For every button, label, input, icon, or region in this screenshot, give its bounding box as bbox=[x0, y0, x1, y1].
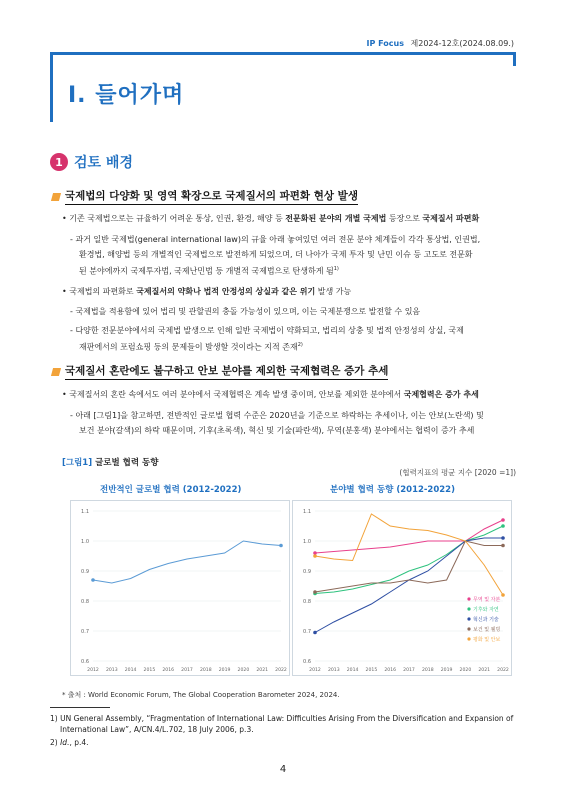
subheading-2-text: 국제질서 혼란에도 불구하고 안보 분야를 제외한 국제협력은 증가 추세 bbox=[65, 363, 388, 380]
y-tick-label: 0.8 bbox=[303, 599, 311, 605]
legend-marker bbox=[467, 637, 470, 640]
bullet-3-text-a: 국제질서의 혼란 속에서도 여러 분야에서 국제협력은 계속 발생 중이며, 안보를 제외한 분야에서 bbox=[69, 390, 404, 399]
bullet-1-text-a: 기존 국제법으로는 규율하기 어려운 통상, 인권, 환경, 해양 등 bbox=[69, 214, 286, 223]
section-label: 검토 배경 bbox=[74, 155, 133, 171]
brand-label: IP Focus bbox=[366, 39, 404, 48]
x-tick-label: 2019 bbox=[440, 668, 453, 673]
left-chart bbox=[71, 501, 291, 677]
left-panel-title: 전반적인 글로벌 협력 (2012-2022) bbox=[100, 485, 242, 495]
footnote-2-id: Id. bbox=[60, 738, 70, 747]
bullet-3: • 국제질서의 혼란 속에서도 여러 분야에서 국제협력은 계속 발생 중이며, 안보를 제외한 분야에서 국제협력은 증가 추세 bbox=[62, 390, 479, 399]
x-tick-label: 2021 bbox=[478, 668, 491, 673]
y-tick-label: 0.9 bbox=[81, 569, 89, 575]
series-line bbox=[315, 520, 503, 553]
bullet-1-sub-line1: 과거 일반 국제법(general international law)의 규율 아래 놓여있던 여러 전문 분야 체계들이 각각 통상법, 인권법, bbox=[75, 235, 481, 244]
series-line bbox=[315, 514, 503, 595]
bullet-3-sub-line2: 보건 분야(갈색)의 하락 때문이며, 기후(초록색), 혁신 및 기술(파란색), 무역(분홍색) 분야에서는 협력이 증가 추세 bbox=[79, 426, 475, 435]
right-panel-title: 분야별 협력 동향 (2012-2022) bbox=[330, 485, 455, 495]
footnote-1-line1: 1) UN General Assembly, “Fragmentation of International Law: Difficulties Arising From the Diversification and Expansion of bbox=[50, 714, 514, 723]
bullet-3-text-b: 국제협력은 증가 추세 bbox=[403, 390, 479, 399]
page-number: 4 bbox=[279, 764, 287, 775]
footnote-1 bbox=[50, 713, 520, 735]
x-tick-label: 2017 bbox=[403, 668, 415, 673]
legend-label: 무역 및 자본 bbox=[473, 597, 501, 603]
section-number: 1 bbox=[50, 153, 68, 171]
issue-label: 제2024-12호(2024.08.09.) bbox=[410, 39, 514, 48]
series-line bbox=[315, 541, 503, 592]
bullet-1-text-c: 등장으로 bbox=[386, 214, 423, 223]
subheading-1 bbox=[52, 188, 358, 205]
legend-marker bbox=[467, 597, 470, 600]
section-heading bbox=[50, 152, 133, 172]
x-tick-label: 2014 bbox=[346, 668, 359, 673]
x-tick-label: 2015 bbox=[365, 668, 378, 673]
y-tick-label: 0.6 bbox=[81, 659, 89, 665]
y-tick-label: 0.6 bbox=[303, 659, 311, 665]
right-chart bbox=[293, 501, 513, 677]
series-end-point bbox=[501, 544, 505, 548]
footnote-1-line2: International Law”, A/CN.4/L.702, 18 July 2006, p.3. bbox=[60, 725, 254, 734]
y-tick-label: 1.0 bbox=[81, 539, 89, 545]
y-tick-label: 1.1 bbox=[81, 509, 89, 515]
page-header bbox=[367, 38, 515, 49]
figure-tag: [그림1] bbox=[62, 458, 93, 468]
legend-marker bbox=[467, 627, 470, 630]
y-tick-label: 1.1 bbox=[303, 509, 311, 515]
bullet-2-sub-1: 국제법을 적용함에 있어 법리 및 관할권의 충돌 가능성이 있으며, 이는 국제분쟁으로 발전할 수 있음 bbox=[75, 307, 421, 316]
bullet-3-sub-line1: 아래 [그림1]을 참고하면, 전반적인 글로벌 협력 수준은 2020년을 기준으로 하락하는 추세이나, 이는 안보(노란색) 및 bbox=[75, 411, 484, 420]
left-chart-panel bbox=[70, 500, 290, 676]
series-end-point bbox=[501, 536, 505, 540]
bullet-2-sub-2-line2: 재판에서의 포럼쇼핑 등의 문제들이 발생할 것이라는 지적 존재 bbox=[79, 342, 298, 352]
check-icon bbox=[51, 193, 61, 201]
series-start-point bbox=[313, 590, 317, 594]
x-tick-label: 2015 bbox=[143, 668, 156, 673]
x-tick-label: 2013 bbox=[105, 668, 118, 673]
series-start-point bbox=[313, 631, 317, 635]
x-tick-label: 2016 bbox=[162, 668, 175, 673]
x-tick-label: 2018 bbox=[199, 668, 212, 673]
series-line bbox=[93, 541, 281, 583]
footnote-2 bbox=[50, 737, 520, 748]
right-chart-panel bbox=[292, 500, 512, 676]
series-start-point bbox=[313, 554, 317, 558]
footnote-ref-1[interactable]: 1) bbox=[333, 266, 339, 272]
y-tick-label: 0.7 bbox=[303, 629, 311, 635]
x-tick-label: 2020 bbox=[459, 668, 472, 673]
x-tick-label: 2017 bbox=[181, 668, 193, 673]
series-end-point bbox=[501, 593, 505, 597]
y-tick-label: 0.7 bbox=[81, 629, 89, 635]
legend-marker bbox=[467, 607, 470, 610]
bullet-2-sub: - 국제법을 적용함에 있어 법리 및 관할권의 충돌 가능성이 있으며, 이는 국제분쟁으로 발전할 수 있음 - 다양한 전문분야에서의 국제법 발생으로 인해 일반 국제법이 약화되고, 법리의 상충 및 법적 안정성의 상실, 국제 재판에서의 포럼쇼핑 등의 문제들이 발생할 것이라는 지적 존재$^{2)}$ bbox=[70, 307, 464, 352]
footnote-divider bbox=[50, 707, 110, 708]
figure-source: * 출처 : World Economic Forum, The Global Cooperation Barometer 2024, 2024. bbox=[62, 691, 340, 699]
subheading-1-text: 국제법의 다양화 및 영역 확장으로 국제질서의 파편화 현상 발생 bbox=[65, 188, 358, 205]
series-start-point bbox=[91, 578, 95, 582]
footnote-2-num: 2) bbox=[50, 738, 61, 747]
footnote-2-page: , p.4. bbox=[69, 738, 89, 747]
bullet-1-sub-line2: 환경법, 해양법 등의 개별적인 국제법으로 발전하게 되었으며, 더 나아가 국제 투자 및 난민 이슈 등 고도로 전문화 bbox=[79, 250, 473, 259]
legend-label: 보건 및 웰빙 bbox=[473, 627, 501, 633]
legend-label: 평화 및 안보 bbox=[473, 637, 501, 643]
bullet-2-text-a: 국제법의 파편화로 bbox=[69, 287, 137, 296]
bullet-1-sub-line3: 된 분야에까지 국제투자법, 국제난민법 등 개별적 국제법으로 탄생하게 됨 bbox=[79, 266, 334, 276]
legend-label: 혁신과 기술 bbox=[473, 617, 499, 623]
x-tick-label: 2014 bbox=[124, 668, 137, 673]
x-tick-label: 2012 bbox=[87, 668, 99, 673]
bullet-2-sub-2-line1: 다양한 전문분야에서의 국제법 발생으로 인해 일반 국제법이 약화되고, 법리의 상충 및 법적 안정성의 상실, 국제 bbox=[75, 326, 464, 335]
bullet-2-text-c: 발생 가능 bbox=[315, 287, 352, 296]
series-end-point bbox=[501, 518, 505, 522]
legend-label: 기후와 자연 bbox=[473, 607, 499, 613]
page-title: Ⅰ. 들어가며 bbox=[68, 83, 185, 108]
x-tick-label: 2020 bbox=[237, 668, 250, 673]
subheading-2 bbox=[52, 363, 388, 380]
x-tick-label: 2022 bbox=[497, 668, 509, 673]
bullet-3-sub: - 아래 [그림1]을 참고하면, 전반적인 글로벌 협력 수준은 2020년을 기준으로 하락하는 추세이나, 이는 안보(노란색) 및 보건 분야(갈색)의 하락 때문이며, 기후(초록색), 혁신 및 기술(파란색), 무역(분홍색) 분야에서는 협력이 증가 추세 bbox=[70, 411, 484, 435]
x-tick-label: 2019 bbox=[218, 668, 231, 673]
x-tick-label: 2021 bbox=[256, 668, 269, 673]
x-tick-label: 2013 bbox=[327, 668, 340, 673]
footnote-ref-2[interactable]: 2) bbox=[297, 342, 303, 348]
title-border-corner bbox=[513, 52, 516, 66]
bullet-2: • 국제법의 파편화로 국제질서의 약화나 법적 안정성의 상실과 같은 위기 발생 가능 bbox=[62, 287, 352, 296]
x-tick-label: 2012 bbox=[309, 668, 321, 673]
y-tick-label: 1.0 bbox=[303, 539, 311, 545]
series-end-point bbox=[501, 524, 505, 528]
figure-caption bbox=[62, 456, 158, 468]
series-end-point bbox=[279, 544, 283, 548]
figure-unit: (협력지표의 평균 지수 [2020 =1]) bbox=[399, 468, 516, 477]
bullet-1-sub: - 과거 일반 국제법(general international law)의 규율 아래 놓여있던 여러 전문 분야 체계들이 각각 통상법, 인권법, 환경법, 해양법 등의 개별적인 국제법으로 발전하게 되었으며, 더 나아가 국제 투자 및 난민 이슈 등 고도로 전문화 된 분야에까지 국제투자법, 국제난민법 등 개별적 국제법으로 탄생하게 됨$^{1)}$ bbox=[70, 235, 481, 276]
y-tick-label: 0.9 bbox=[303, 569, 311, 575]
x-tick-label: 2018 bbox=[421, 668, 434, 673]
bullet-2-text-b: 국제질서의 약화나 법적 안정성의 상실과 같은 위기 bbox=[136, 287, 316, 296]
check-icon bbox=[51, 368, 61, 376]
y-tick-label: 0.8 bbox=[81, 599, 89, 605]
bullet-1-text-d: 국제질서 파편화 bbox=[422, 214, 480, 223]
figure-caption-text: 글로벌 협력 동향 bbox=[95, 458, 159, 468]
bullet-1-text-b: 전문화된 분야의 개별 국제법 bbox=[285, 214, 387, 223]
x-tick-label: 2022 bbox=[275, 668, 287, 673]
legend-marker bbox=[467, 617, 470, 620]
x-tick-label: 2016 bbox=[384, 668, 397, 673]
bullet-1: • 기존 국제법으로는 규율하기 어려운 통상, 인권, 환경, 해양 등 전문화된 분야의 개별 국제법 등장으로 국제질서 파편화 bbox=[62, 214, 480, 223]
